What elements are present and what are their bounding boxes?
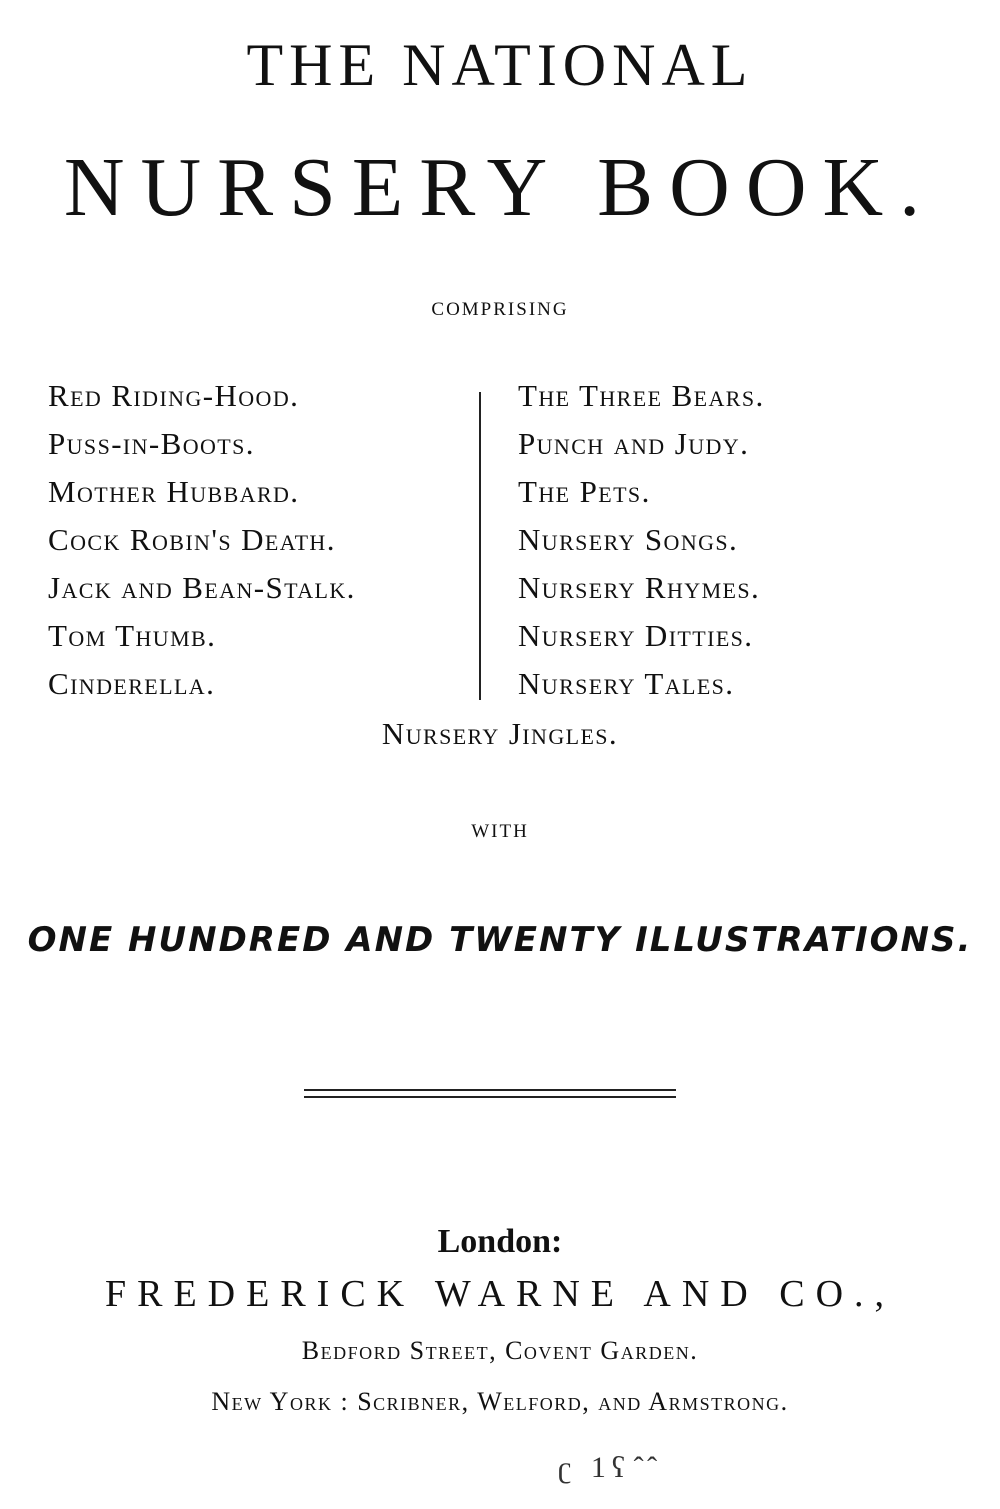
contents-right-column: [518, 372, 765, 708]
imprint-new-york: New York : Scribner, Welford, and Armstrong.: [211, 1387, 789, 1416]
contents-item: Nursery Tales.: [518, 666, 735, 701]
with-label: WITH: [471, 821, 529, 842]
contents-item: Punch and Judy.: [518, 426, 750, 461]
contents-item: Cock Robin's Death.: [48, 522, 336, 557]
contents-item: Puss-in-Boots.: [48, 426, 255, 461]
contents-item: Nursery Ditties.: [518, 618, 754, 653]
title-line-1: THE NATIONAL: [246, 32, 754, 98]
contents-item: Cinderella.: [48, 666, 216, 701]
title-line-2: NURSERY BOOK.: [63, 141, 937, 234]
imprint-city: London:: [437, 1223, 563, 1260]
double-rule-bottom: [304, 1096, 676, 1098]
comprising-label: COMPRISING: [431, 299, 569, 320]
contents-item: Tom Thumb.: [48, 618, 217, 653]
library-shelfmark: ʗ 1ʕ ̂ ̂: [558, 1451, 659, 1484]
contents-item: Mother Hubbard.: [48, 474, 300, 509]
contents-item: The Pets.: [518, 474, 651, 509]
imprint-publisher: FREDERICK WARNE AND CO.,: [104, 1273, 896, 1315]
column-divider: [479, 392, 481, 700]
contents-item: The Three Bears.: [518, 378, 765, 413]
illustrations-line: ONE HUNDRED AND TWENTY ILLUSTRATIONS.: [27, 920, 973, 960]
contents-left-column: [48, 372, 356, 708]
contents-item: Jack and Bean-Stalk.: [48, 570, 356, 605]
contents-item: Red Riding-Hood.: [48, 378, 300, 413]
contents-item: Nursery Rhymes.: [518, 570, 761, 605]
double-rule-top: [304, 1089, 676, 1091]
imprint-address: Bedford Street, Covent Garden.: [301, 1336, 699, 1365]
contents-item: Nursery Songs.: [518, 522, 739, 557]
contents-final-item: Nursery Jingles.: [381, 716, 619, 751]
